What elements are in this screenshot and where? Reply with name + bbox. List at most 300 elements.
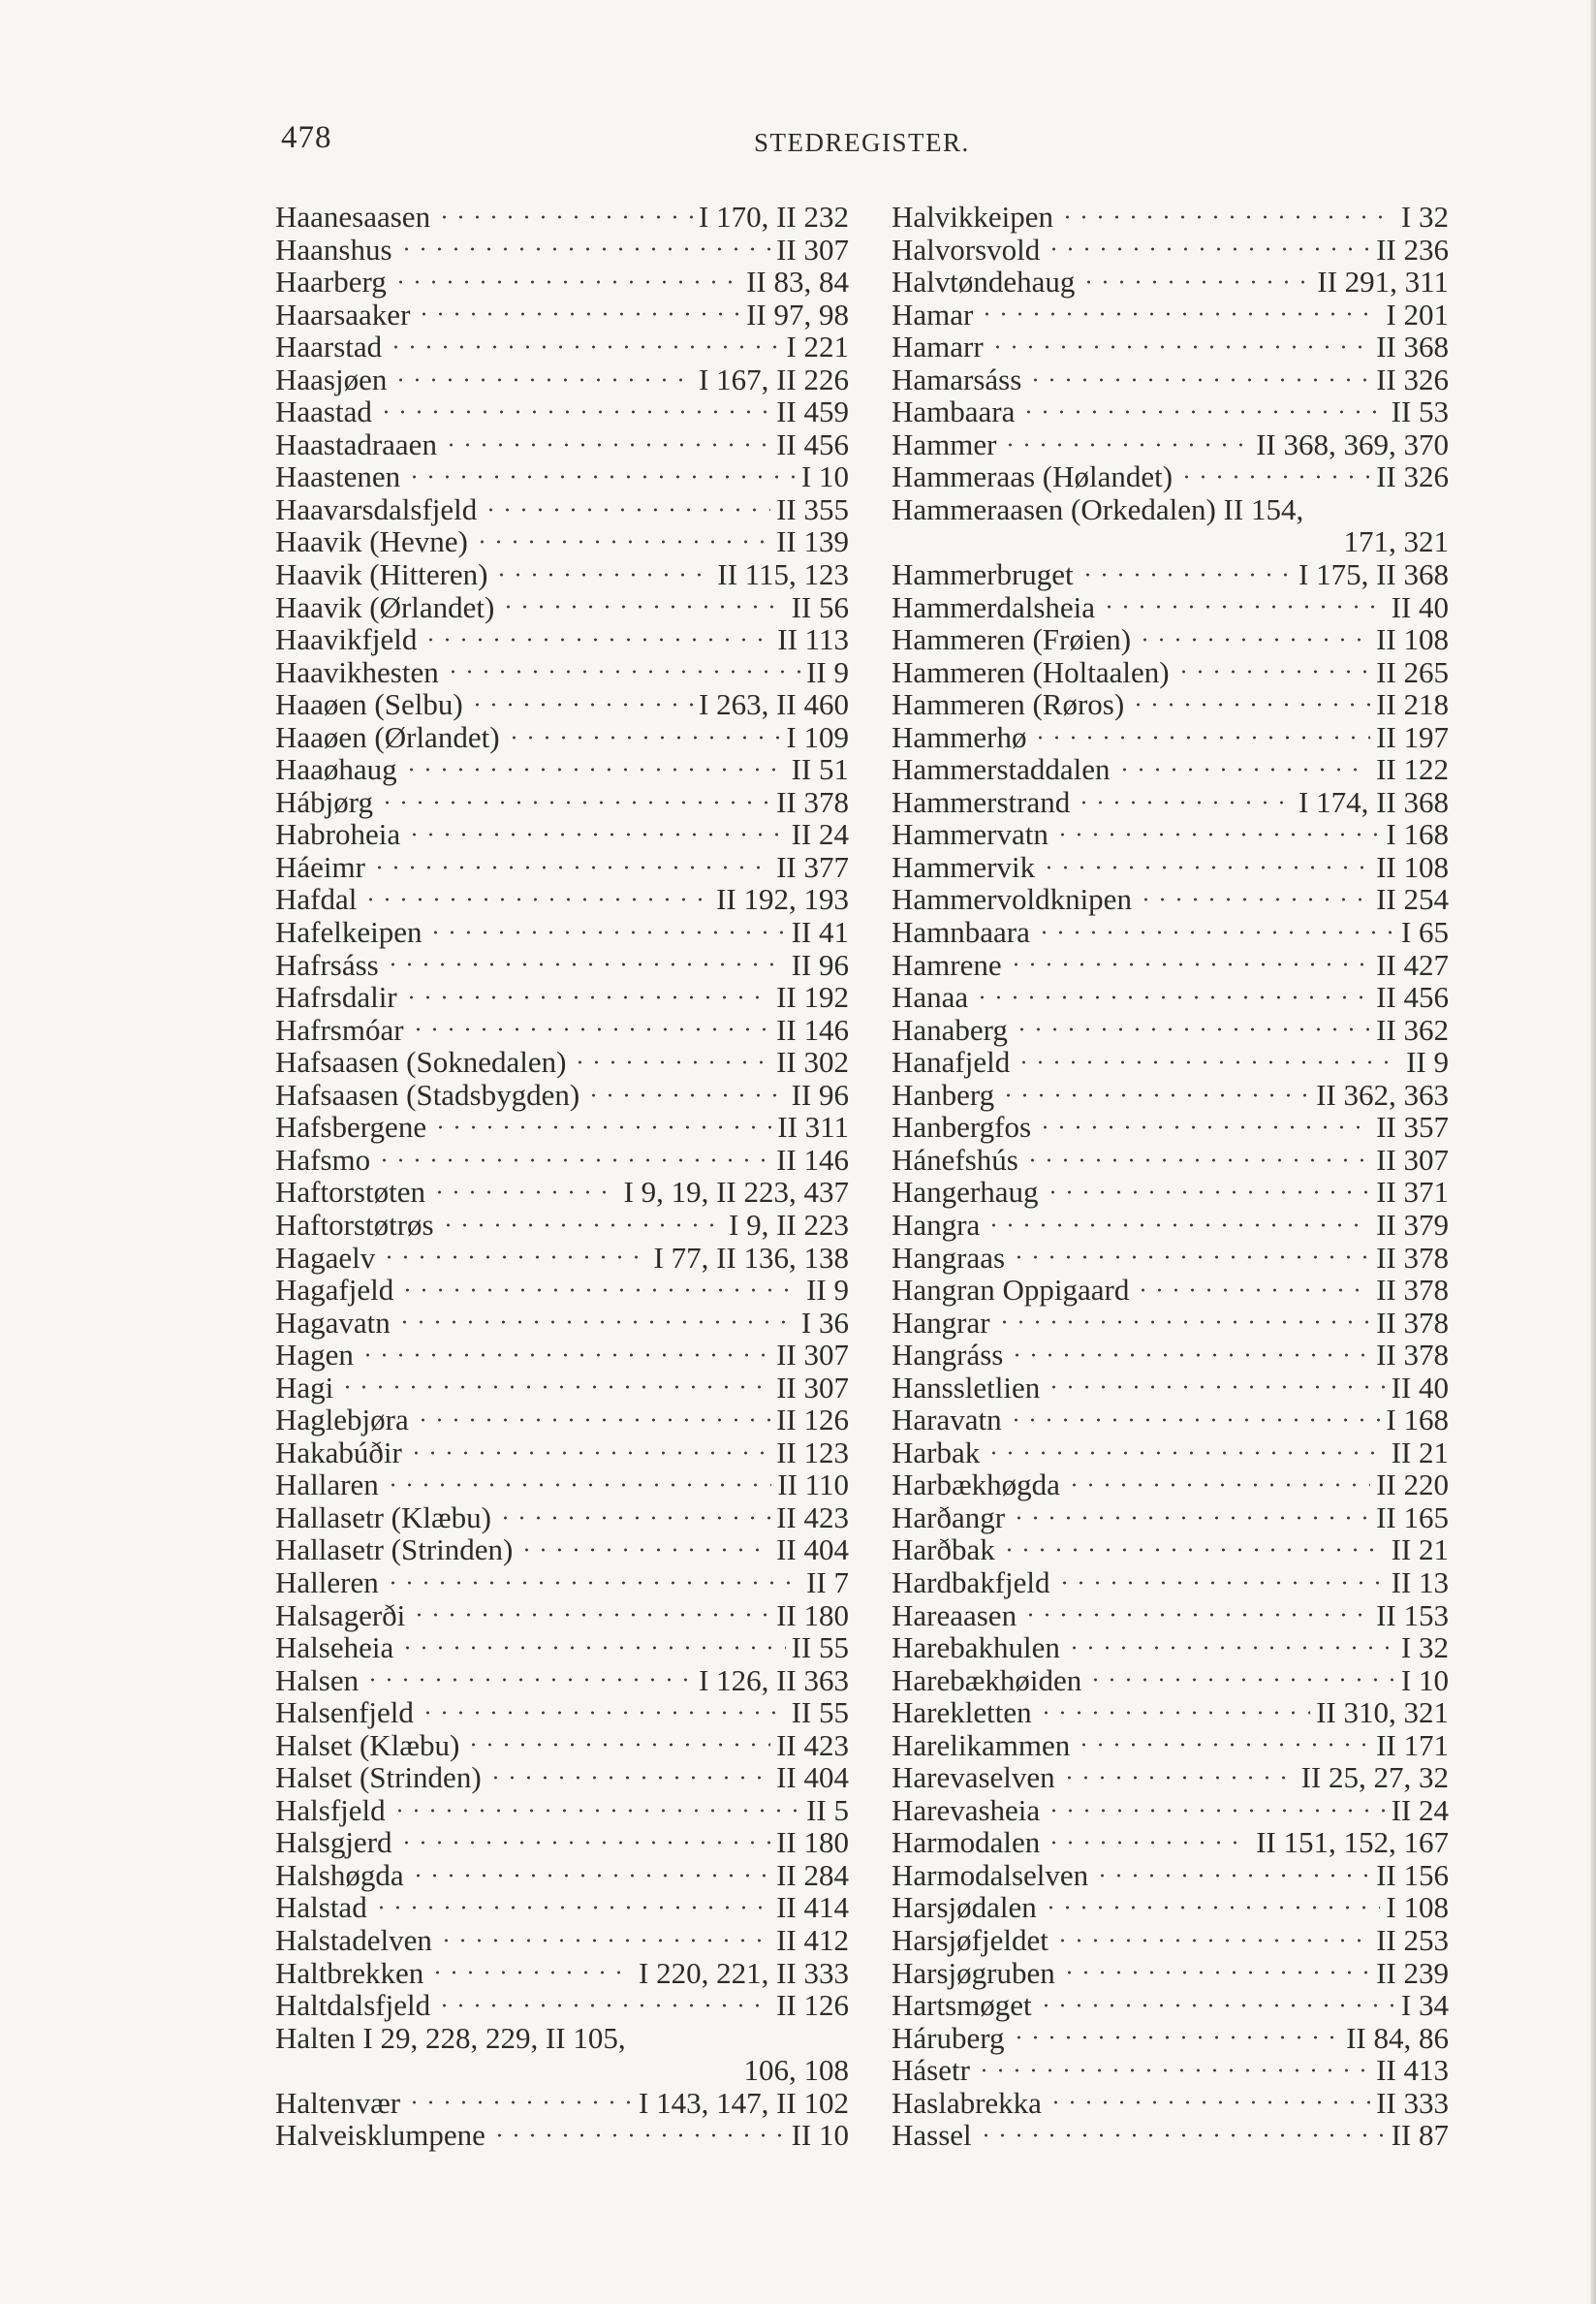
entry-reference: II 310, 321 — [1316, 1695, 1449, 1730]
entry-reference: II 423 — [776, 1499, 849, 1534]
entry-name: Hábjørg — [275, 784, 374, 819]
index-entry — [892, 1826, 1449, 1859]
entry-reference: II 51 — [791, 752, 849, 787]
dot-leader — [406, 2100, 633, 2104]
entry-name: Hammeraas (Hølandet) — [892, 459, 1174, 494]
dot-leader — [443, 443, 770, 447]
entry-reference: II 192, 193 — [716, 882, 849, 917]
entry-name: Hafrsáss — [275, 947, 379, 982]
index-entry — [892, 721, 1449, 754]
entry-reference: II 171 — [1376, 1727, 1449, 1762]
entry-reference: II 24 — [791, 817, 849, 852]
entry-reference: II 427 — [1376, 947, 1449, 982]
dot-leader — [429, 1971, 633, 1974]
entry-name: Hallasetr (Strinden) — [275, 1532, 514, 1567]
index-entry — [275, 1144, 849, 1177]
entry-reference: I 10 — [800, 459, 849, 494]
dot-leader — [431, 1190, 618, 1194]
index-entry — [892, 1761, 1449, 1794]
entry-reference: II 123 — [776, 1435, 849, 1469]
entry-reference: I 143, 147, II 102 — [639, 2085, 849, 2120]
index-entry — [275, 883, 849, 916]
entry-reference: II 291, 311 — [1317, 265, 1449, 300]
entry-reference: II 220 — [1376, 1468, 1449, 1502]
dot-leader — [1002, 443, 1250, 447]
entry-name: Haaøen (Selbu) — [275, 687, 463, 722]
dot-leader — [1038, 2004, 1395, 2007]
index-entry — [892, 1924, 1449, 1957]
entry-reference: I 220, 221, II 333 — [639, 1955, 849, 1990]
index-entry — [892, 1891, 1449, 1924]
dot-leader — [362, 898, 710, 901]
index-entry — [275, 1242, 849, 1275]
entry-name: Halstad — [275, 1890, 367, 1925]
index-entry — [275, 1989, 849, 2022]
index-entry — [275, 949, 849, 982]
index-entry — [275, 1404, 849, 1436]
entry-name: Hagafjeld — [275, 1273, 394, 1308]
entry-name: Hambaara — [892, 395, 1016, 429]
entry-name: Hafsaasen (Soknedalen) — [275, 1045, 567, 1080]
dot-leader — [364, 1678, 693, 1682]
dot-leader — [385, 963, 786, 966]
index-entry — [892, 1111, 1449, 1144]
index-entry — [892, 1664, 1449, 1697]
entry-name: Haavik (Hevne) — [275, 524, 468, 559]
entry-reference: II 423 — [776, 1727, 849, 1762]
dot-leader — [1022, 1613, 1370, 1617]
entry-name: Halsen — [275, 1662, 360, 1697]
entry-reference: I 9, 19, II 223, 437 — [623, 1175, 849, 1210]
dot-leader — [371, 866, 770, 869]
index-entry — [892, 1209, 1449, 1242]
entry-name: Haavarsdalsfjeld — [275, 491, 478, 526]
entry-name: Harebækhøiden — [892, 1662, 1082, 1697]
index-entry — [275, 1533, 849, 1566]
dot-leader — [445, 670, 800, 674]
dot-leader — [381, 1255, 647, 1259]
dot-leader — [1048, 2100, 1370, 2104]
index-entry — [892, 234, 1449, 267]
dot-leader — [1027, 378, 1370, 382]
entry-name: Hammerbruget — [892, 557, 1074, 592]
entry-reference: II 97, 98 — [746, 297, 849, 331]
entry-reference: II 9 — [1406, 1045, 1449, 1080]
dot-leader — [1037, 1125, 1370, 1129]
entry-reference: I 10 — [1400, 1662, 1449, 1697]
index-entry — [892, 1014, 1449, 1047]
entry-name: Hamar — [892, 297, 974, 331]
entry-name: Hamarsáss — [892, 362, 1022, 396]
dot-leader — [465, 1743, 770, 1747]
entry-name: Haasjøen — [275, 362, 388, 396]
entry-reference: I 168 — [1386, 817, 1449, 852]
entry-reference: II 253 — [1376, 1922, 1449, 1957]
index-entry — [892, 1372, 1449, 1404]
entry-reference: II 378 — [1376, 1305, 1449, 1340]
dot-leader — [440, 1223, 723, 1227]
dot-leader — [506, 736, 781, 740]
entry-reference: II 302 — [776, 1045, 849, 1080]
index-entry — [275, 1729, 849, 1762]
entry-name: Hammervoldknipen — [892, 882, 1132, 917]
entry-reference: II 115, 123 — [717, 557, 849, 592]
index-entry — [275, 916, 849, 949]
entry-name: Hamarr — [892, 330, 984, 364]
entry-name: Haastad — [275, 395, 372, 429]
entry-name: Halten I 29, 228, 229, II 105, — [275, 2020, 626, 2055]
dot-leader — [1137, 638, 1370, 642]
entry-reference: II 326 — [1376, 362, 1449, 396]
entry-reference: II 355 — [776, 491, 849, 526]
dot-leader — [399, 1288, 800, 1292]
index-entry — [892, 1729, 1449, 1762]
entry-name: Halleren — [275, 1564, 379, 1599]
entry-name: Hammerhø — [892, 719, 1027, 754]
dot-leader — [585, 1093, 785, 1097]
entry-name: Halseheia — [275, 1630, 394, 1665]
entry-name: Haltdalsfjeld — [275, 1988, 431, 2023]
index-entry — [275, 721, 849, 754]
index-entry — [275, 1079, 849, 1112]
dot-leader — [1054, 833, 1381, 836]
index-entry — [892, 2054, 1449, 2087]
dot-leader — [392, 378, 693, 382]
dot-leader — [403, 768, 786, 772]
entry-continuation: 171, 321 — [1343, 524, 1449, 559]
index-entry — [275, 656, 849, 689]
entry-name: Haastadraaen — [275, 426, 437, 461]
dot-leader — [432, 1125, 771, 1129]
dot-leader — [396, 1320, 796, 1324]
entry-name: Haarberg — [275, 265, 387, 300]
dot-leader — [415, 1418, 770, 1422]
dot-leader — [1024, 1158, 1370, 1162]
entry-reference: I 36 — [800, 1305, 849, 1340]
dot-leader — [1008, 1418, 1381, 1422]
index-entry — [892, 1859, 1449, 1892]
index-column-left — [275, 201, 849, 2152]
entry-name: Háeimr — [275, 849, 365, 884]
entry-name: Halsagerði — [275, 1597, 406, 1632]
dot-leader — [1056, 1581, 1386, 1585]
dot-leader — [1087, 1678, 1395, 1682]
dot-leader — [339, 1385, 770, 1389]
dot-leader — [1036, 931, 1395, 934]
entry-name: Hafrsmóar — [275, 1012, 404, 1047]
index-entry — [275, 1339, 849, 1372]
entry-name: Haavik (Hitteren) — [275, 557, 488, 592]
index-entry — [892, 1696, 1449, 1729]
index-entry — [275, 1307, 849, 1340]
dot-leader — [497, 1516, 770, 1520]
dot-leader — [487, 1776, 770, 1780]
dot-leader — [1043, 1906, 1381, 1909]
page-edge — [1590, 0, 1596, 2304]
entry-reference: II 21 — [1391, 1532, 1449, 1567]
dot-leader — [518, 1548, 770, 1552]
entry-reference: II 21 — [1391, 1435, 1449, 1469]
dot-leader — [491, 2133, 786, 2137]
entry-reference: II 9 — [806, 654, 849, 689]
index-entry — [275, 1924, 849, 1957]
dot-leader — [1046, 1809, 1385, 1813]
entry-name: Hagen — [275, 1338, 354, 1373]
dot-leader — [398, 1841, 771, 1845]
index-entry — [892, 1144, 1449, 1177]
entry-reference: II 412 — [776, 1922, 849, 1957]
index-entry — [892, 460, 1449, 493]
index-entry — [275, 1566, 849, 1599]
dot-leader — [398, 247, 771, 251]
dot-leader — [469, 703, 693, 707]
entry-name: Hareaasen — [892, 1597, 1017, 1632]
entry-name: Hardbakfjeld — [892, 1564, 1050, 1599]
entry-name: Haglebjøra — [275, 1403, 409, 1437]
entry-name: Halsgjerd — [275, 1825, 392, 1860]
index-entry — [275, 818, 849, 851]
entry-name: Hafrsdalir — [275, 980, 397, 1015]
index-entry — [892, 1599, 1449, 1632]
entry-reference: I 168 — [1386, 1403, 1449, 1437]
dot-leader — [1011, 2036, 1341, 2039]
index-entry — [892, 1631, 1449, 1664]
entry-reference: II 378 — [1376, 1338, 1449, 1373]
index-entry — [892, 786, 1449, 819]
entry-name: Hanaa — [892, 980, 969, 1015]
entry-reference: II 126 — [776, 1988, 849, 2023]
dot-leader — [996, 1320, 1371, 1324]
entry-reference: II 87 — [1391, 2118, 1449, 2153]
entry-name: Harðbak — [892, 1532, 995, 1567]
entry-name: Harmodalselven — [892, 1857, 1089, 1892]
entry-reference: II 413 — [1376, 2053, 1449, 2088]
entry-reference: II 459 — [776, 395, 849, 429]
entry-name: Hallasetr (Klæbu) — [275, 1499, 491, 1534]
dot-leader — [974, 995, 1370, 999]
entry-reference: II 368 — [1376, 330, 1449, 364]
entry-reference: II 108 — [1376, 622, 1449, 657]
index-entry — [892, 1501, 1449, 1534]
entry-name: Hafelkeipen — [275, 915, 422, 950]
dot-leader — [422, 638, 771, 642]
dot-leader — [493, 573, 711, 577]
entry-name: Háruberg — [892, 2020, 1005, 2055]
dot-leader — [406, 475, 796, 479]
entry-name: Hammer — [892, 426, 997, 461]
dot-leader — [408, 1451, 770, 1455]
entry-name: Halvikkeipen — [892, 200, 1054, 234]
entry-name: Harelikammen — [892, 1727, 1071, 1762]
dot-leader — [411, 1613, 770, 1617]
index-entry — [892, 363, 1449, 396]
index-entry — [275, 1891, 849, 1924]
dot-leader — [986, 1451, 1385, 1455]
index-entry — [892, 1339, 1449, 1372]
entry-reference: II 192 — [776, 980, 849, 1015]
dot-leader — [438, 1939, 770, 1942]
entry-reference: II 236 — [1376, 232, 1449, 267]
dot-leader — [388, 345, 780, 349]
entry-name: Harmodalen — [892, 1825, 1041, 1860]
dot-leader — [392, 280, 740, 284]
index-entry — [275, 1372, 849, 1404]
index-entry — [892, 1046, 1449, 1079]
entry-name: Hammervik — [892, 849, 1036, 884]
entry-reference: II 156 — [1376, 1857, 1449, 1892]
index-entry — [275, 460, 849, 493]
index-entry — [892, 1274, 1449, 1307]
index-entry — [275, 266, 849, 299]
entry-name: Halset (Strinden) — [275, 1760, 482, 1795]
entry-name: Haltbrekken — [275, 1955, 424, 1990]
index-entry — [892, 1436, 1449, 1469]
index-entry — [892, 2022, 1449, 2055]
entry-name: Hanberg — [892, 1077, 995, 1112]
entry-reference: II 254 — [1376, 882, 1449, 917]
entry-reference: I 174, II 368 — [1299, 784, 1449, 819]
dot-leader — [979, 312, 1380, 316]
entry-reference: II 239 — [1376, 1955, 1449, 1990]
entry-name: Haftorstøten — [275, 1175, 425, 1210]
entry-name: Hallaren — [275, 1468, 379, 1502]
entry-name: Haanesaasen — [275, 200, 431, 234]
entry-reference: II 9 — [806, 1273, 849, 1308]
entry-reference: II 307 — [1376, 1142, 1449, 1177]
entry-reference: I 221 — [786, 330, 849, 364]
entry-reference: I 175, II 368 — [1299, 557, 1449, 592]
dot-leader — [1076, 801, 1293, 805]
index-entry — [275, 1468, 849, 1501]
entry-name: Hanssletlien — [892, 1370, 1041, 1404]
entry-name: Hammeren (Frøien) — [892, 622, 1132, 657]
dot-leader — [1032, 736, 1370, 740]
index-entry — [275, 1274, 849, 1307]
dot-leader — [1130, 703, 1370, 707]
entry-reference: I 32 — [1400, 200, 1449, 234]
entry-reference: II 153 — [1376, 1597, 1449, 1632]
dot-leader — [483, 508, 770, 512]
entry-name: Hammerstrand — [892, 784, 1071, 819]
dot-leader — [989, 345, 1370, 349]
entry-reference: I 9, II 223 — [729, 1207, 849, 1242]
entry-reference: II 180 — [776, 1597, 849, 1632]
index-entry — [892, 299, 1449, 331]
dot-leader — [1046, 1841, 1250, 1845]
index-entry — [275, 2022, 849, 2055]
entry-name: Hafsmo — [275, 1142, 371, 1177]
index-column-right — [892, 201, 1449, 2152]
index-entry — [892, 1533, 1449, 1566]
dot-leader — [1178, 475, 1370, 479]
index-entry — [892, 201, 1449, 234]
entry-reference: I 34 — [1400, 1988, 1449, 2023]
entry-reference: I 77, II 136, 138 — [653, 1240, 849, 1275]
entry-name: Hanafjeld — [892, 1045, 1011, 1080]
entry-reference: II 404 — [776, 1760, 849, 1795]
dot-leader — [474, 540, 770, 544]
index-entry — [275, 1859, 849, 1892]
entry-reference: II 25, 27, 32 — [1300, 1760, 1449, 1795]
entry-reference: II 113 — [777, 622, 849, 657]
entry-name: Harbak — [892, 1435, 981, 1469]
index-entry — [892, 266, 1449, 299]
index-entry — [892, 1566, 1449, 1599]
entry-reference: II 371 — [1376, 1175, 1449, 1210]
index-entry — [892, 656, 1449, 689]
entry-reference: II 379 — [1376, 1207, 1449, 1242]
dot-leader — [1014, 1027, 1370, 1031]
dot-leader — [1038, 1711, 1311, 1715]
entry-reference: II 333 — [1376, 2085, 1449, 2120]
dot-leader — [1061, 1776, 1296, 1780]
index-entry — [892, 1794, 1449, 1827]
entry-name: Harsjødalen — [892, 1890, 1037, 1925]
index-entry — [275, 623, 849, 656]
index-entry — [892, 981, 1449, 1014]
entry-name: Hamrene — [892, 947, 1002, 982]
entry-reference: II 41 — [791, 915, 849, 950]
index-entry — [275, 1761, 849, 1794]
dot-leader — [406, 833, 785, 836]
dot-leader — [500, 605, 785, 609]
entry-name: Hangrar — [892, 1305, 990, 1340]
entry-name: Harevaselven — [892, 1760, 1055, 1795]
dot-leader — [436, 215, 693, 219]
dot-leader — [976, 2068, 1370, 2072]
entry-name: Halvtøndehaug — [892, 265, 1076, 300]
entry-reference: II 146 — [776, 1142, 849, 1177]
index-entry — [892, 395, 1449, 428]
index-entry — [275, 1599, 849, 1632]
index-entry — [892, 1242, 1449, 1275]
dot-leader — [1008, 963, 1370, 966]
dot-leader — [1066, 1646, 1395, 1650]
entry-reference: II 180 — [776, 1825, 849, 1860]
dot-leader — [1046, 247, 1370, 251]
entry-reference: II 53 — [1391, 395, 1449, 429]
dot-leader — [399, 1646, 785, 1650]
dot-leader — [1175, 670, 1370, 674]
entry-reference: II 307 — [776, 232, 849, 267]
index-entry — [892, 1989, 1449, 2022]
entry-name: Hammeren (Holtaalen) — [892, 654, 1170, 689]
entry-name: Halsenfjeld — [275, 1695, 414, 1730]
entry-continuation: 106, 108 — [743, 2053, 849, 2088]
entry-name: Hammerdalsheia — [892, 589, 1096, 624]
index-entry — [275, 299, 849, 331]
entry-name: Halveisklumpene — [275, 2118, 485, 2153]
entry-reference: II 378 — [1376, 1240, 1449, 1275]
entry-reference: II 7 — [806, 1564, 849, 1599]
dot-leader — [403, 995, 770, 999]
dot-leader — [1041, 866, 1370, 869]
entry-reference: II 56 — [791, 589, 849, 624]
entry-name: Haltenvær — [275, 2085, 401, 2120]
index-entry — [892, 1957, 1449, 1990]
entry-reference: II 10 — [791, 2118, 849, 2153]
entry-reference: II 165 — [1376, 1499, 1449, 1534]
index-entry — [275, 1046, 849, 1079]
entry-reference: I 167, II 226 — [699, 362, 849, 396]
dot-leader — [1059, 215, 1395, 219]
dot-leader — [391, 1809, 800, 1813]
index-entry — [275, 201, 849, 234]
entry-reference: II 96 — [791, 947, 849, 982]
entry-name: Hamnbaara — [892, 915, 1030, 950]
dot-leader — [420, 1711, 786, 1715]
entry-name: Hassel — [892, 2118, 972, 2153]
